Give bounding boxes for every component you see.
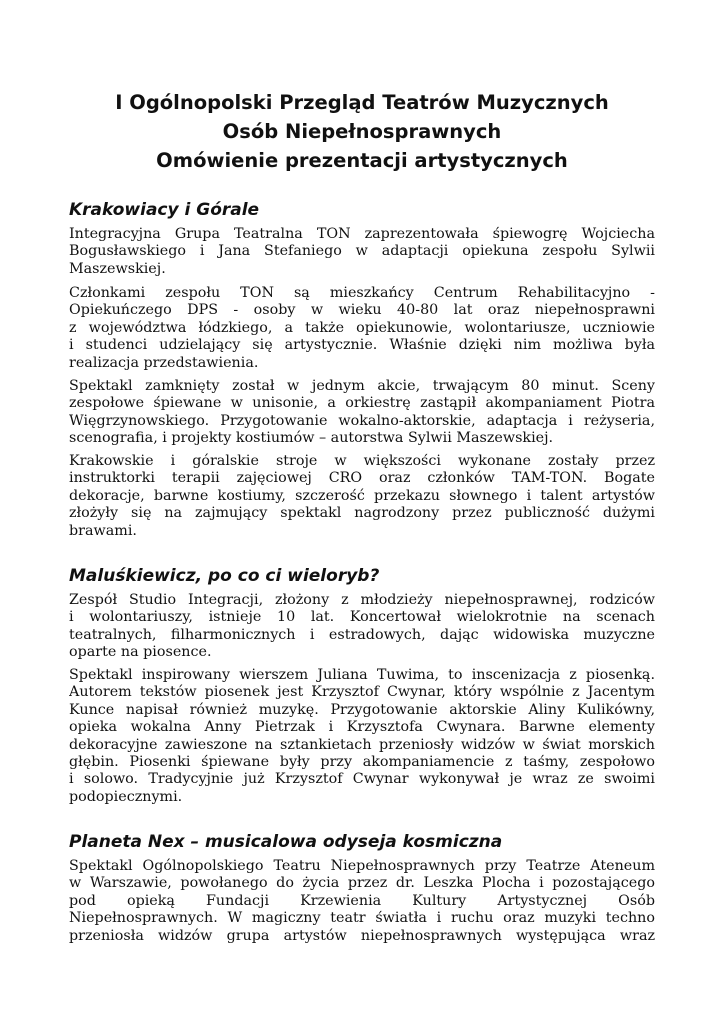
text-line: Spektakl zamknięty został w jednym akcie, trwającym 80 minut. Sceny [69,378,655,394]
section-heading-krakowiacy: Krakowiacy i Górale [69,200,260,220]
text-line: pod opieką Fundacji Krzewienia Kultury Artystycznej Osób [69,892,655,909]
section-heading-maluskiewicz: Maluśkiewicz, po co ci wieloryb? [69,566,380,586]
text-line: opieka wokalna Anny Pietrzak i Krzysztofa Cwynara. Barwne elementy [69,719,655,736]
document-title [0,88,724,175]
text-line: brawami. [69,522,137,539]
text-line: Maszewskiej. [69,260,166,277]
paragraph [69,226,655,278]
title-line-1: I Ogólnopolski Przegląd Teatrów Muzycznych [115,91,609,114]
text-line: Bogusławskiego i Jana Stefaniego w adaptacji opiekuna zespołu Sylwii [69,243,655,260]
text-line: Spektakl Ogólnopolskiego Teatru Niepełnosprawnych przy Teatrze Ateneum [69,858,655,874]
text-line: w Warszawie, powołanego do życia przez dr. Leszka Plocha i pozostającego [69,875,655,892]
text-line: dekoracyjne zawieszone na sztankietach przeniosły widzów w świat morskich [69,736,655,753]
text-line: scenografia, i projekty kostiumów – autorstwa Sylwii Maszewskiej. [69,430,554,447]
text-line: realizacja przedstawienia. [69,354,259,371]
paragraph [69,858,655,945]
section-heading-planeta-nex: Planeta Nex – musicalowa odyseja kosmiczna [69,832,503,852]
text-line: przeniosła widzów grupa artystów niepełnosprawnych występująca wraz [69,927,655,944]
text-line: instruktorki terapii zajęciowej CRO oraz członków TAM-TON. Bogate [69,470,655,487]
title-line-3: Omówienie prezentacji artystycznych [156,149,568,172]
text-line: Kunce napisał również muzykę. Przygotowanie aktorskie Aliny Kulikówny, [69,701,655,718]
paragraph [69,285,655,372]
text-line: Spektakl inspirowany wierszem Juliana Tuwima, to inscenizacja z piosenką. [69,667,655,683]
text-line: dekoracje, barwne kostiumy, szczerość przekazu słownego i talent artystów [69,487,655,504]
paragraph [69,667,655,806]
title-line-2: Osób Niepełnosprawnych [222,120,502,143]
text-line: Zespół Studio Integracji, złożony z młodzieży niepełnosprawnej, rodziców [69,592,655,608]
paragraph [69,592,655,662]
text-line: Krakowskie i góralskie stroje w większości wykonane zostały przez [69,453,655,469]
text-line: podopiecznymi. [69,788,183,805]
text-line: Niepełnosprawnych. W magiczny teatr światła i ruchu oraz muzyki techno [69,910,655,927]
text-line: oparte na piosence. [69,644,212,661]
text-line: teatralnych, filharmonicznych i estradowych, dając widowiska muzyczne [69,626,655,643]
text-line: zespołowe śpiewane w unisonie, a orkiestrę zastąpił akompaniament Piotra [69,395,655,412]
text-line: Więgrzynowskiego. Przygotowanie wokalno-aktorskie, adaptacja i reżyseria, [69,412,655,429]
text-line: i solowo. Tradycyjnie już Krzysztof Cwynar wykonywał je wraz ze swoimi [69,771,655,788]
text-line: z województwa łódzkiego, a także opiekunowie, wolontariusze, uczniowie [69,319,655,336]
text-line: głębin. Piosenki śpiewane były przy akompaniamencie z taśmy, zespołowo [69,753,655,770]
paragraph [69,378,655,448]
text-line: i wolontariuszy, istnieje 10 lat. Koncertował wielokrotnie na scenach [69,609,655,626]
text-line: i studenci udzielający się artystycznie. Właśnie dzięki nim możliwa była [69,337,655,354]
text-line: Opiekuńczego DPS - osoby w wieku 40-80 lat oraz niepełnosprawni [69,302,655,319]
text-line: Autorem tekstów piosenek jest Krzysztof Cwynar, który wspólnie z Jacentym [69,684,655,701]
text-line: Integracyjna Grupa Teatralna TON zaprezentowała śpiewogrę Wojciecha [69,226,655,242]
paragraph [69,453,655,540]
text-line: złożyły się na zajmujący spektakl nagrodzony przez publiczność dużymi [69,505,655,522]
text-line: Członkami zespołu TON są mieszkańcy Centrum Rehabilitacyjno - [69,285,655,301]
